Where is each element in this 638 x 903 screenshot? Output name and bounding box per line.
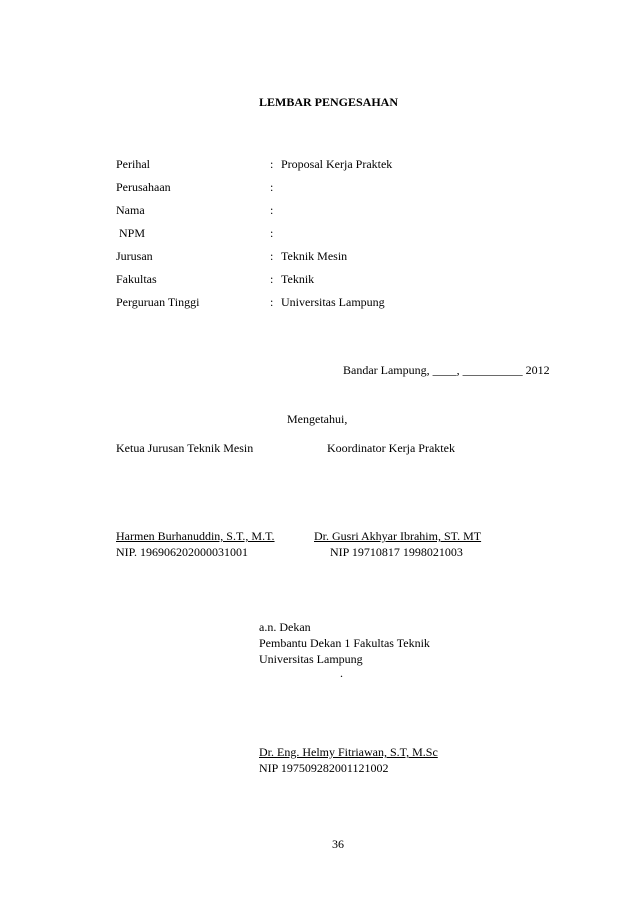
dean-line-1: a.n. Dekan xyxy=(259,620,311,634)
field-value-perguruan-tinggi: Universitas Lampung xyxy=(281,295,385,309)
field-label-npm: NPM xyxy=(116,226,146,240)
field-value-fakultas: Teknik xyxy=(281,272,315,286)
field-label-fakultas: Fakultas xyxy=(116,272,157,286)
dean-dot: . xyxy=(340,666,343,680)
place-date: Bandar Lampung, ____, __________ 2012 xyxy=(343,363,550,377)
field-sep-perusahaan: : xyxy=(270,180,274,194)
right-signatory-role: Koordinator Kerja Praktek xyxy=(327,441,455,455)
dean-line-3: Universitas Lampung xyxy=(259,652,363,666)
page-title: LEMBAR PENGESAHAN xyxy=(259,95,399,109)
page-number: 36 xyxy=(332,837,344,851)
field-sep-npm: : xyxy=(270,226,274,240)
field-label-perguruan-tinggi: Perguruan Tinggi xyxy=(116,295,200,309)
field-value-jurusan: Teknik Mesin xyxy=(281,249,348,263)
field-label-nama: Nama xyxy=(116,203,145,217)
field-sep-jurusan: : xyxy=(270,249,274,263)
field-label-perusahaan: Perusahaan xyxy=(116,180,171,194)
acknowledged-label: Mengetahui, xyxy=(287,412,348,426)
left-signatory-role: Ketua Jurusan Teknik Mesin xyxy=(116,441,254,455)
field-sep-fakultas: : xyxy=(270,272,274,286)
field-label-jurusan: Jurusan xyxy=(116,249,153,263)
field-sep-perihal: : xyxy=(270,157,274,171)
right-signatory-id: NIP 19710817 1998021003 xyxy=(330,545,463,559)
field-sep-nama: : xyxy=(270,203,274,217)
left-signatory-id: NIP. 196906202000031001 xyxy=(116,545,249,559)
dean-line-2: Pembantu Dekan 1 Fakultas Teknik xyxy=(259,636,430,650)
field-sep-perguruan-tinggi: : xyxy=(270,295,274,309)
left-signatory-name: Harmen Burhanuddin, S.T., M.T. xyxy=(116,529,275,543)
right-signatory-name: Dr. Gusri Akhyar Ibrahim, ST. MT xyxy=(314,529,482,543)
field-value-perihal: Proposal Kerja Praktek xyxy=(281,157,393,171)
dean-id: NIP 197509282001121002 xyxy=(259,761,389,775)
field-label-perihal: Perihal xyxy=(116,157,150,171)
dean-name: Dr. Eng. Helmy Fitriawan, S.T, M.Sc xyxy=(259,745,438,759)
